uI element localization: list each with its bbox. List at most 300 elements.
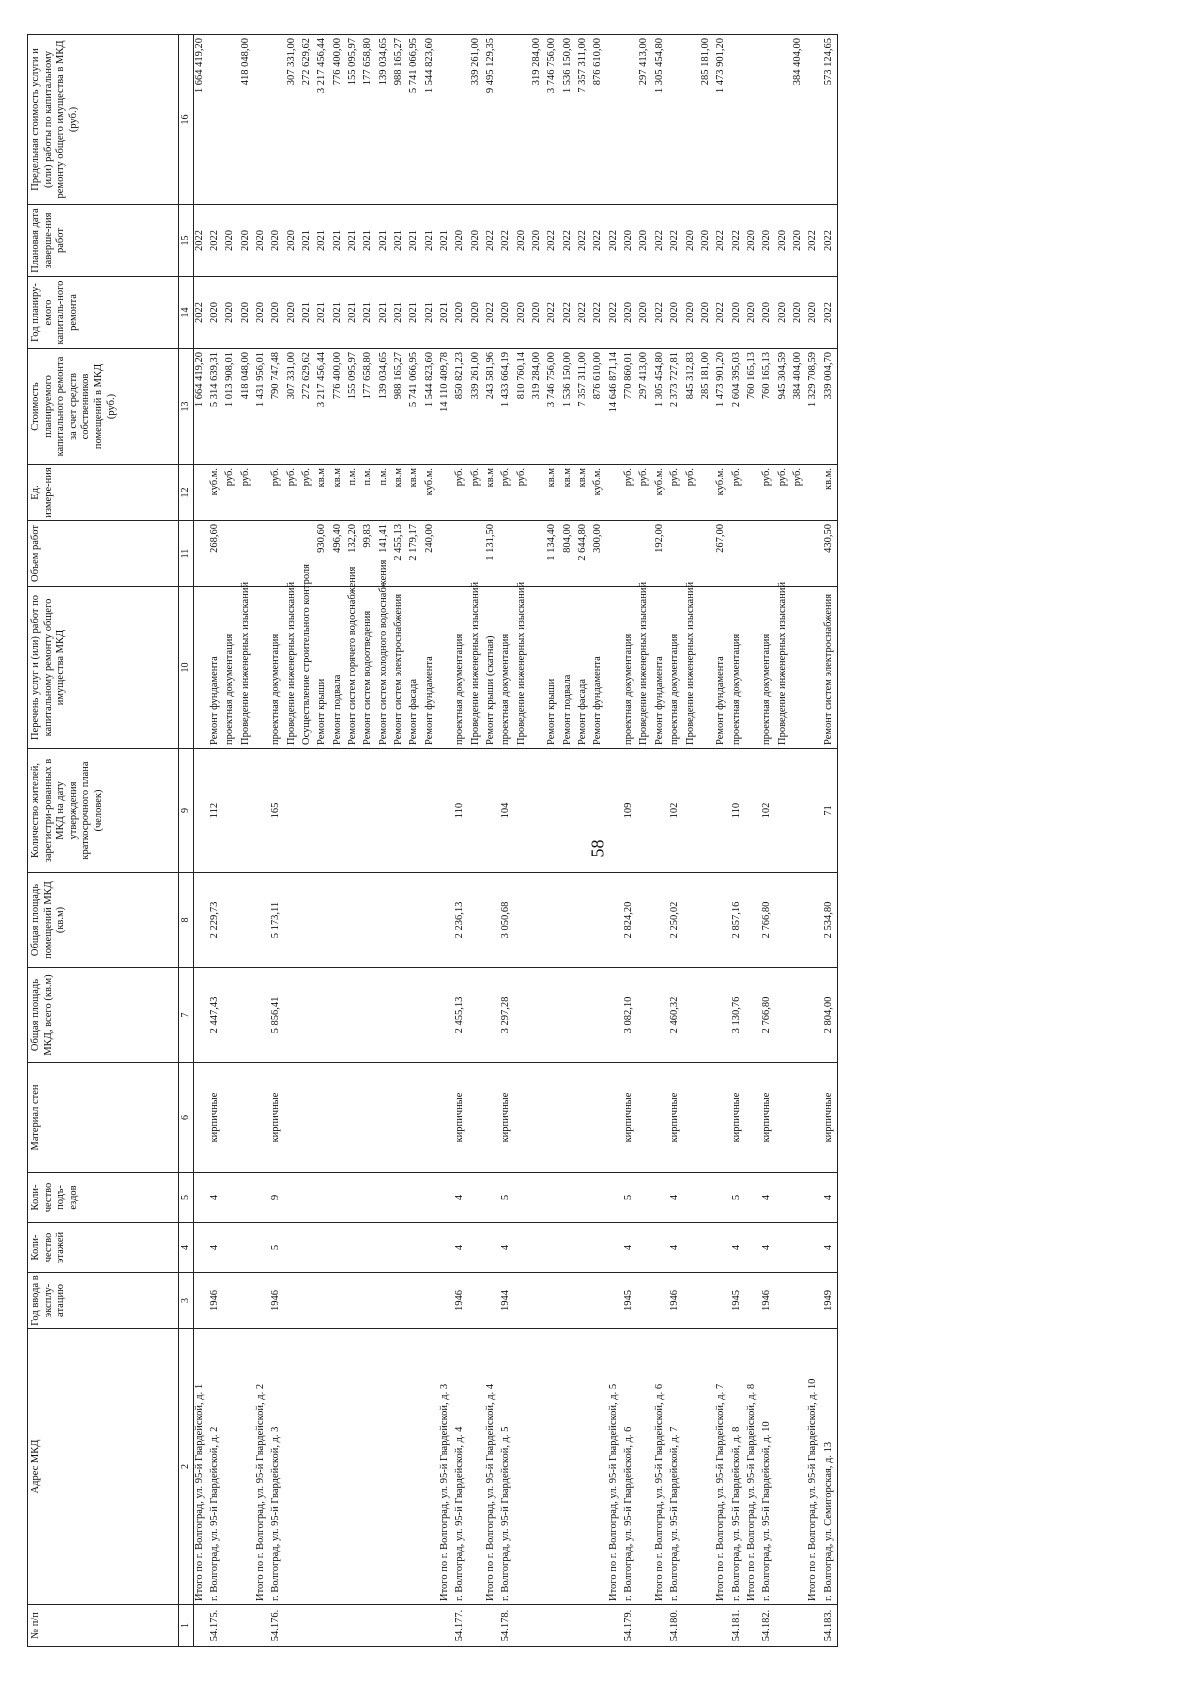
- cell-work-type: [608, 587, 623, 749]
- cell-floors: [638, 1223, 653, 1273]
- table-row: [807, 35, 822, 1647]
- cell-wall-material: кирпичные: [209, 1063, 224, 1173]
- cell-completion-date: 2021: [301, 205, 316, 277]
- cell-work-type: [807, 587, 822, 749]
- cell-residents: [746, 749, 761, 873]
- cell-entrances: [546, 1173, 561, 1223]
- cell-repair-year: 2021: [362, 277, 377, 349]
- cell-commission-year: [439, 1273, 454, 1329]
- cell-planned-cost: 272 629,62: [301, 349, 316, 465]
- cell-address: [424, 1329, 439, 1605]
- table-row: [408, 35, 423, 1647]
- table-row: [485, 35, 500, 1647]
- cell-unit: руб.: [270, 465, 285, 521]
- cell-residents: [301, 749, 316, 873]
- cell-max-cost: 285 181,00: [700, 35, 715, 205]
- cell-address: [301, 1329, 316, 1605]
- cell-wall-material: [592, 1063, 607, 1173]
- cell-row-number: [224, 1605, 239, 1647]
- cell-entrances: [715, 1173, 730, 1223]
- cell-repair-year: 2022: [194, 277, 209, 349]
- cell-completion-date: 2020: [270, 205, 285, 277]
- cell-premises-area: 2 229,73: [209, 873, 224, 968]
- cell-entrances: [470, 1173, 485, 1223]
- cell-address: [700, 1329, 715, 1605]
- cell-work-volume: 267,00: [715, 521, 730, 587]
- cell-wall-material: [792, 1063, 807, 1173]
- cell-work-type: [746, 587, 761, 749]
- cell-address: [362, 1329, 377, 1605]
- cell-premises-area: 2 250,02: [669, 873, 684, 968]
- cell-address: [577, 1329, 592, 1605]
- cell-entrances: 5: [731, 1173, 746, 1223]
- cell-address: г. Волгоград, ул. 95-й Гвардейской, д. 4: [454, 1329, 469, 1605]
- cell-max-cost: 1 473 901,20: [715, 35, 730, 205]
- cell-premises-area: 5 173,11: [270, 873, 285, 968]
- cell-entrances: [194, 1173, 209, 1223]
- cell-total-area: [516, 968, 531, 1063]
- header-cell: Год планиру-емого капиталь-ного ремонта: [28, 277, 179, 349]
- cell-row-number: [194, 1605, 209, 1647]
- cell-unit: руб.: [638, 465, 653, 521]
- cell-work-type: Проведение инженерных изысканий: [777, 587, 792, 749]
- cell-entrances: [700, 1173, 715, 1223]
- cell-work-volume: [500, 521, 515, 587]
- cell-completion-date: 2022: [562, 205, 577, 277]
- cell-residents: [332, 749, 347, 873]
- cell-work-type: Проведение инженерных изысканий: [240, 587, 255, 749]
- cell-row-number: [685, 1605, 700, 1647]
- cell-wall-material: [408, 1063, 423, 1173]
- cell-premises-area: [255, 873, 270, 968]
- cell-total-area: [194, 968, 209, 1063]
- cell-wall-material: [332, 1063, 347, 1173]
- cell-total-area: [301, 968, 316, 1063]
- cell-wall-material: [316, 1063, 331, 1173]
- cell-repair-year: 2020: [746, 277, 761, 349]
- cell-work-type: проектная документация: [224, 587, 239, 749]
- cell-completion-date: 2021: [393, 205, 408, 277]
- cell-commission-year: 1945: [731, 1273, 746, 1329]
- cell-commission-year: [715, 1273, 730, 1329]
- header-cell: № п/п: [28, 1605, 179, 1647]
- cell-row-number: [792, 1605, 807, 1647]
- cell-work-volume: 99,83: [362, 521, 377, 587]
- cell-address: [777, 1329, 792, 1605]
- header-cell: Перечень услуг и (или) работ по капитальному ремонту общего имущества МКД: [28, 587, 179, 749]
- cell-total-area: 3 130,76: [731, 968, 746, 1063]
- cell-work-type: Ремонт фасада: [577, 587, 592, 749]
- cell-floors: [777, 1223, 792, 1273]
- cell-max-cost: [255, 35, 270, 205]
- cell-total-area: [746, 968, 761, 1063]
- header-cell: Год вводa в эксплу-атацию: [28, 1273, 179, 1329]
- cell-work-type: [531, 587, 546, 749]
- cell-residents: [516, 749, 531, 873]
- cell-address: [638, 1329, 653, 1605]
- table-header: [28, 35, 194, 1647]
- cell-max-cost: [500, 35, 515, 205]
- cell-residents: [654, 749, 669, 873]
- cell-work-type: [439, 587, 454, 749]
- cell-completion-date: 2022: [577, 205, 592, 277]
- cell-work-type: [255, 587, 270, 749]
- cell-completion-date: 2021: [316, 205, 331, 277]
- cell-commission-year: [286, 1273, 301, 1329]
- cell-work-type: Ремонт крыши (скатная): [485, 587, 500, 749]
- table-row: [777, 35, 792, 1647]
- cell-unit: руб.: [761, 465, 776, 521]
- cell-repair-year: 2021: [332, 277, 347, 349]
- cell-total-area: [608, 968, 623, 1063]
- cell-max-cost: 3 746 756,00: [546, 35, 561, 205]
- cell-planned-cost: 760 165,13: [761, 349, 776, 465]
- cell-floors: [347, 1223, 362, 1273]
- cell-address: [408, 1329, 423, 1605]
- cell-row-number: [746, 1605, 761, 1647]
- cell-row-number: [332, 1605, 347, 1647]
- cell-unit: [608, 465, 623, 521]
- cell-wall-material: [685, 1063, 700, 1173]
- cell-address: г. Волгоград, ул. 95-й Гвардейской, д. 8: [731, 1329, 746, 1605]
- cell-wall-material: кирпичные: [823, 1063, 838, 1173]
- cell-residents: 102: [669, 749, 684, 873]
- cell-total-area: [393, 968, 408, 1063]
- cell-max-cost: [623, 35, 638, 205]
- column-number: 5: [179, 1173, 194, 1223]
- cell-completion-date: 2021: [347, 205, 362, 277]
- cell-commission-year: [393, 1273, 408, 1329]
- cell-work-volume: [792, 521, 807, 587]
- cell-row-number: [378, 1605, 393, 1647]
- cell-total-area: 3 297,28: [500, 968, 515, 1063]
- header-cell: Коли-чество подъ-ездов: [28, 1173, 179, 1223]
- cell-floors: [592, 1223, 607, 1273]
- cell-unit: руб.: [224, 465, 239, 521]
- cell-address: [316, 1329, 331, 1605]
- cell-completion-date: 2020: [286, 205, 301, 277]
- cell-completion-date: 2020: [531, 205, 546, 277]
- cell-max-cost: [777, 35, 792, 205]
- cell-address: [792, 1329, 807, 1605]
- cell-work-type: проектная документация: [669, 587, 684, 749]
- column-number: 11: [179, 521, 194, 587]
- cell-row-number: [638, 1605, 653, 1647]
- cell-completion-date: 2020: [255, 205, 270, 277]
- table-row: [608, 35, 623, 1647]
- cell-work-type: Проведение инженерных изысканий: [516, 587, 531, 749]
- cell-commission-year: [777, 1273, 792, 1329]
- cell-total-area: 2 455,13: [454, 968, 469, 1063]
- cell-unit: кв.м: [577, 465, 592, 521]
- cell-row-number: [393, 1605, 408, 1647]
- cell-completion-date: 2022: [807, 205, 822, 277]
- cell-row-number: 54.183.: [823, 1605, 838, 1647]
- cell-work-volume: [270, 521, 285, 587]
- cell-premises-area: [546, 873, 561, 968]
- cell-work-volume: 132,20: [347, 521, 362, 587]
- cell-work-type: [194, 587, 209, 749]
- cell-address: Итого по г. Волгоград, ул. 95-й Гвардейской, д. 6: [654, 1329, 669, 1605]
- cell-work-type: Ремонт фасада: [408, 587, 423, 749]
- cell-unit: [807, 465, 822, 521]
- cell-max-cost: 384 404,00: [792, 35, 807, 205]
- cell-wall-material: [470, 1063, 485, 1173]
- cell-work-type: Ремонт фундамента: [209, 587, 224, 749]
- cell-floors: 4: [454, 1223, 469, 1273]
- cell-entrances: [592, 1173, 607, 1223]
- cell-total-area: [792, 968, 807, 1063]
- table-row: [194, 35, 209, 1647]
- cell-max-cost: 339 261,00: [470, 35, 485, 205]
- cell-commission-year: [332, 1273, 347, 1329]
- cell-entrances: [286, 1173, 301, 1223]
- cell-completion-date: 2021: [362, 205, 377, 277]
- column-number: 16: [179, 35, 194, 205]
- cell-work-volume: 240,00: [424, 521, 439, 587]
- cell-work-type: проектная документация: [623, 587, 638, 749]
- cell-completion-date: 2021: [332, 205, 347, 277]
- cell-planned-cost: 810 760,14: [516, 349, 531, 465]
- cell-commission-year: 1946: [270, 1273, 285, 1329]
- cell-row-number: 54.179.: [623, 1605, 638, 1647]
- cell-wall-material: [439, 1063, 454, 1173]
- cell-planned-cost: 3 746 756,00: [546, 349, 561, 465]
- cell-residents: [439, 749, 454, 873]
- cell-unit: кв.м: [316, 465, 331, 521]
- cell-premises-area: [347, 873, 362, 968]
- cell-unit: куб.м.: [592, 465, 607, 521]
- cell-work-volume: 2 179,17: [408, 521, 423, 587]
- table-row: [731, 35, 746, 1647]
- cell-total-area: [424, 968, 439, 1063]
- cell-repair-year: 2020: [638, 277, 653, 349]
- cell-entrances: [807, 1173, 822, 1223]
- cell-work-type: [700, 587, 715, 749]
- cell-work-volume: 804,00: [562, 521, 577, 587]
- cell-residents: 110: [731, 749, 746, 873]
- cell-residents: 102: [761, 749, 776, 873]
- cell-premises-area: [577, 873, 592, 968]
- cell-entrances: [531, 1173, 546, 1223]
- cell-row-number: [439, 1605, 454, 1647]
- cell-work-volume: [777, 521, 792, 587]
- cell-entrances: [516, 1173, 531, 1223]
- cell-residents: [777, 749, 792, 873]
- column-number: 1: [179, 1605, 194, 1647]
- cell-total-area: [654, 968, 669, 1063]
- cell-unit: кв.м.: [823, 465, 838, 521]
- cell-premises-area: 3 050,68: [500, 873, 515, 968]
- cell-commission-year: [470, 1273, 485, 1329]
- cell-residents: [562, 749, 577, 873]
- cell-entrances: [792, 1173, 807, 1223]
- cell-completion-date: 2022: [823, 205, 838, 277]
- cell-completion-date: 2020: [240, 205, 255, 277]
- cell-entrances: [332, 1173, 347, 1223]
- cell-row-number: [546, 1605, 561, 1647]
- cell-unit: [746, 465, 761, 521]
- cell-floors: [485, 1223, 500, 1273]
- cell-unit: кв.м: [332, 465, 347, 521]
- cell-planned-cost: 1 433 664,19: [500, 349, 515, 465]
- cell-planned-cost: 776 400,00: [332, 349, 347, 465]
- cell-work-volume: [608, 521, 623, 587]
- cell-entrances: 4: [209, 1173, 224, 1223]
- cell-address: г. Волгоград, ул. 95-й Гвардейской, д. 10: [761, 1329, 776, 1605]
- cell-total-area: [439, 968, 454, 1063]
- cell-work-type: Ремонт систем электроснабжения: [823, 587, 838, 749]
- cell-commission-year: [746, 1273, 761, 1329]
- table-row: [270, 35, 285, 1647]
- cell-repair-year: 2020: [270, 277, 285, 349]
- cell-repair-year: 2022: [654, 277, 669, 349]
- cell-residents: [470, 749, 485, 873]
- cell-total-area: [485, 968, 500, 1063]
- cell-wall-material: [715, 1063, 730, 1173]
- cell-total-area: [470, 968, 485, 1063]
- table-row: [332, 35, 347, 1647]
- cell-unit: руб.: [454, 465, 469, 521]
- cell-work-type: Проведение инженерных изысканий: [638, 587, 653, 749]
- cell-work-type: Ремонт систем холодного водоснабжения: [378, 587, 393, 749]
- cell-address: [546, 1329, 561, 1605]
- cell-wall-material: [424, 1063, 439, 1173]
- cell-work-volume: 1 134,40: [546, 521, 561, 587]
- cell-premises-area: [393, 873, 408, 968]
- cell-unit: куб.м.: [715, 465, 730, 521]
- cell-wall-material: [255, 1063, 270, 1173]
- cell-row-number: [531, 1605, 546, 1647]
- cell-work-volume: [439, 521, 454, 587]
- cell-max-cost: [209, 35, 224, 205]
- cell-premises-area: 2 857,16: [731, 873, 746, 968]
- cell-completion-date: 2021: [439, 205, 454, 277]
- cell-residents: [362, 749, 377, 873]
- cell-commission-year: [807, 1273, 822, 1329]
- cell-residents: [546, 749, 561, 873]
- cell-floors: 5: [270, 1223, 285, 1273]
- cell-planned-cost: 1 329 708,59: [807, 349, 822, 465]
- cell-work-type: проектная документация: [761, 587, 776, 749]
- cell-work-volume: [731, 521, 746, 587]
- cell-commission-year: [638, 1273, 653, 1329]
- cell-residents: [255, 749, 270, 873]
- cell-max-cost: 155 095,97: [347, 35, 362, 205]
- table-row: [638, 35, 653, 1647]
- cell-wall-material: [608, 1063, 623, 1173]
- cell-premises-area: [746, 873, 761, 968]
- cell-unit: руб.: [286, 465, 301, 521]
- cell-max-cost: [516, 35, 531, 205]
- cell-completion-date: 2020: [792, 205, 807, 277]
- cell-max-cost: 319 284,00: [531, 35, 546, 205]
- cell-completion-date: 2020: [777, 205, 792, 277]
- cell-completion-date: 2022: [715, 205, 730, 277]
- cell-row-number: [608, 1605, 623, 1647]
- cell-address: [378, 1329, 393, 1605]
- cell-row-number: [592, 1605, 607, 1647]
- cell-commission-year: 1949: [823, 1273, 838, 1329]
- cell-repair-year: 2022: [485, 277, 500, 349]
- header-cell: Адрес МКД: [28, 1329, 179, 1605]
- cell-planned-cost: 2 373 727,81: [669, 349, 684, 465]
- cell-floors: [439, 1223, 454, 1273]
- header-cell: Стоимость планируемого капитального ремонта за счет средств собственников помещений в МКД (руб.): [28, 349, 179, 465]
- cell-total-area: [255, 968, 270, 1063]
- cell-premises-area: [685, 873, 700, 968]
- cell-max-cost: 1 536 150,00: [562, 35, 577, 205]
- cell-entrances: 4: [669, 1173, 684, 1223]
- cell-total-area: [685, 968, 700, 1063]
- cell-planned-cost: 418 048,00: [240, 349, 255, 465]
- cell-address: [332, 1329, 347, 1605]
- table-body: [194, 35, 838, 1647]
- cell-planned-cost: 945 304,59: [777, 349, 792, 465]
- cell-residents: [286, 749, 301, 873]
- cell-entrances: [424, 1173, 439, 1223]
- cell-floors: [792, 1223, 807, 1273]
- cell-entrances: [777, 1173, 792, 1223]
- cell-entrances: [347, 1173, 362, 1223]
- cell-total-area: [332, 968, 347, 1063]
- cell-commission-year: [301, 1273, 316, 1329]
- cell-repair-year: 2020: [209, 277, 224, 349]
- cell-premises-area: [792, 873, 807, 968]
- cell-unit: п.м.: [378, 465, 393, 521]
- cell-total-area: [531, 968, 546, 1063]
- cell-unit: куб.м.: [209, 465, 224, 521]
- cell-residents: 109: [623, 749, 638, 873]
- table-row: [562, 35, 577, 1647]
- cell-max-cost: [224, 35, 239, 205]
- cell-commission-year: [700, 1273, 715, 1329]
- cell-planned-cost: 7 357 311,00: [577, 349, 592, 465]
- cell-unit: п.м.: [362, 465, 377, 521]
- cell-row-number: 54.181.: [731, 1605, 746, 1647]
- cell-residents: [347, 749, 362, 873]
- cell-unit: руб.: [500, 465, 515, 521]
- cell-premises-area: [485, 873, 500, 968]
- cell-commission-year: [562, 1273, 577, 1329]
- cell-address: Итого по г. Волгоград, ул. 95-й Гвардейской, д. 5: [608, 1329, 623, 1605]
- cell-wall-material: [638, 1063, 653, 1173]
- cell-address: [531, 1329, 546, 1605]
- cell-planned-cost: 760 165,13: [746, 349, 761, 465]
- cell-unit: кв.м: [393, 465, 408, 521]
- cell-residents: [792, 749, 807, 873]
- cell-wall-material: кирпичные: [623, 1063, 638, 1173]
- cell-row-number: [470, 1605, 485, 1647]
- cell-entrances: [408, 1173, 423, 1223]
- cell-wall-material: кирпичные: [669, 1063, 684, 1173]
- cell-unit: [255, 465, 270, 521]
- cell-address: [592, 1329, 607, 1605]
- cell-work-volume: [807, 521, 822, 587]
- cell-floors: [362, 1223, 377, 1273]
- cell-entrances: [746, 1173, 761, 1223]
- cell-completion-date: 2020: [224, 205, 239, 277]
- table-row: [378, 35, 393, 1647]
- cell-premises-area: 2 236,13: [454, 873, 469, 968]
- table-row: [746, 35, 761, 1647]
- cell-max-cost: 177 658,80: [362, 35, 377, 205]
- column-number: 2: [179, 1329, 194, 1605]
- cell-planned-cost: 319 284,00: [531, 349, 546, 465]
- cell-work-volume: 300,00: [592, 521, 607, 587]
- cell-work-volume: 192,00: [654, 521, 669, 587]
- cell-address: [393, 1329, 408, 1605]
